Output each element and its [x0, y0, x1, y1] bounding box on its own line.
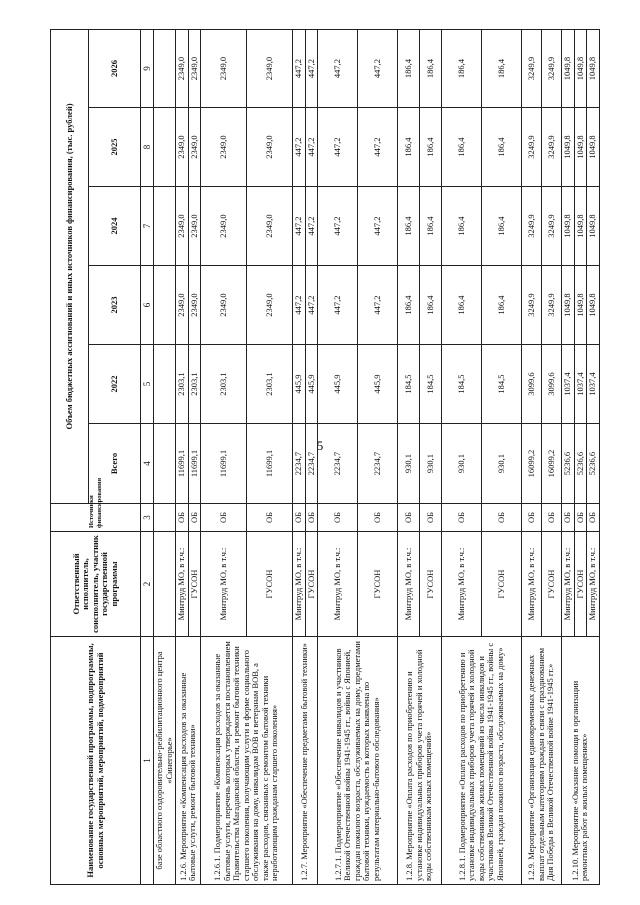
- value-cell: 184,5: [442, 345, 482, 424]
- executor-cell: ГУСОН: [247, 532, 293, 637]
- executor-cell: ГУСОН: [420, 532, 442, 637]
- value-cell: 447,2: [318, 266, 358, 345]
- table-row: [442, 29, 482, 884]
- table-row: [201, 29, 247, 884]
- activity-name: 1.2.8. Мероприятие «Оплата расходов по приобретению и установке индивидуальных приборов учета горячей и холодной воды собственникам жилых помещений»: [398, 637, 442, 885]
- value-cell: 447,2: [318, 108, 358, 187]
- column-number: 9: [141, 29, 154, 107]
- table-row: [398, 29, 420, 884]
- header-executor: Ответственный исполнитель, соисполнитель, участник государственной программы: [51, 532, 141, 637]
- value-cell: 186,4: [442, 187, 482, 266]
- column-number: 8: [141, 108, 154, 187]
- value-cell: 447,2: [305, 187, 318, 266]
- value-cell: 1049,8: [562, 29, 575, 107]
- value-cell: 5236,6: [574, 424, 587, 504]
- activity-name: 1.2.10. Мероприятие «Оказание помощи в организации ремонтных работ в жилых помещениях»: [562, 637, 600, 885]
- page-number: 5: [316, 438, 324, 453]
- value-cell: 2303,1: [201, 345, 247, 424]
- value-cell: 2303,1: [188, 345, 201, 424]
- value-cell: 16099,2: [542, 424, 562, 504]
- table-row: [318, 29, 358, 884]
- value-cell: 445,9: [293, 345, 306, 424]
- value-cell: 930,1: [442, 424, 482, 504]
- value-cell: 3249,9: [542, 187, 562, 266]
- value-cell: 3249,9: [522, 29, 542, 107]
- header-volume: Объем бюджетных ассигнований и иных источников финансирования, (тыс. рублей): [51, 29, 89, 503]
- activity-name: 1.2.9. Мероприятие «Организация единовременных денежных выплат отдельным категориям граждан в связи с празднованием Дня Победы в Великой Отечественной войне 1941-1945 гг.»: [522, 637, 562, 885]
- value-cell: 186,4: [482, 187, 522, 266]
- value-cell: 186,4: [442, 108, 482, 187]
- value-cell: 445,9: [318, 345, 358, 424]
- value-cell: 3249,9: [522, 266, 542, 345]
- value-cell: 1049,8: [574, 108, 587, 187]
- value-cell: 1049,8: [574, 187, 587, 266]
- activity-name: 1.2.6. Мероприятие «Компенсация расходов за оказанные бытовые услуги, ремонт бытовой техники»: [176, 637, 201, 885]
- executor-cell: Минтруд МО, в т.ч.:: [176, 532, 189, 637]
- value-cell: 186,4: [442, 29, 482, 107]
- value-cell: 447,2: [305, 29, 318, 107]
- rotated-page: [50, 30, 598, 885]
- value-cell: 2349,0: [247, 187, 293, 266]
- activity-name: 1.2.7. Мероприятие «Обеспечение предметами бытовой техники»: [293, 637, 318, 885]
- value-cell: 186,4: [420, 266, 442, 345]
- executor-cell: ГУСОН: [358, 532, 398, 637]
- executor-cell: Минтруд МО, в т.ч.:: [318, 532, 358, 637]
- value-cell: 447,2: [293, 29, 306, 107]
- value-cell: 11699,1: [201, 424, 247, 504]
- value-cell: 447,2: [318, 29, 358, 107]
- value-cell: 186,4: [398, 29, 420, 107]
- source-cell: ОБ: [442, 504, 482, 532]
- activity-name: 1.2.6.1. Подмероприятие «Компенсация расходов за оказанные бытовые услуги, перечень которых утверждается постановлением Правительства Магаданской области, и ремонт бытовой техники старшего поколения, получающим услуги в форме социального обслуживания на дому, инвалидам ВОВ и ветеранам ВОВ, а также расходов, связанных с ремонтом бытовой техники неработающим гражданам старшего поколения»: [201, 637, 293, 885]
- value-cell: 1037,4: [587, 345, 600, 424]
- activity-name: 1.2.8.1. Подмероприятие «Оплата расходов по приобретению и установке индивидуальных приборов учета горячей и холодной воды собственникам жилых помещений из числа инвалидов и участников Великой Отечественной войны 1941-1945 гг., войны с Японией, граждан пожилого возраста, обслуживаемых на дому»: [442, 637, 522, 885]
- source-cell: ОБ: [482, 504, 522, 532]
- executor-cell: Минтруд МО, в т.ч.:: [587, 532, 600, 637]
- column-number: 5: [141, 345, 154, 424]
- value-cell: 2349,0: [188, 266, 201, 345]
- value-cell: 447,2: [293, 187, 306, 266]
- source-cell: ОБ: [201, 504, 247, 532]
- budget-table: [50, 29, 600, 885]
- value-cell: 447,2: [318, 187, 358, 266]
- source-cell: ОБ: [420, 504, 442, 532]
- value-cell: 2349,0: [201, 108, 247, 187]
- value-cell: 3249,9: [542, 29, 562, 107]
- value-cell: 1049,8: [562, 187, 575, 266]
- value-cell: 3249,9: [542, 108, 562, 187]
- executor-cell: Минтруд МО, в т.ч.:: [442, 532, 482, 637]
- table-row: [562, 29, 575, 884]
- source-cell: ОБ: [188, 504, 201, 532]
- value-cell: 2349,0: [188, 108, 201, 187]
- value-cell: 2349,0: [176, 187, 189, 266]
- table-row: [522, 29, 542, 884]
- column-number: 2: [141, 532, 154, 637]
- value-cell: 2349,0: [247, 29, 293, 107]
- source-cell: ОБ: [587, 504, 600, 532]
- value-cell: 2234,7: [358, 424, 398, 504]
- value-cell: 186,4: [420, 187, 442, 266]
- value-cell: 2349,0: [176, 266, 189, 345]
- value-cell: 186,4: [398, 266, 420, 345]
- column-number: 7: [141, 187, 154, 266]
- value-cell: 3099,6: [542, 345, 562, 424]
- value-cell: 2349,0: [247, 108, 293, 187]
- source-cell: ОБ: [522, 504, 542, 532]
- executor-cell: Минтруд МО, в т.ч.:: [398, 532, 420, 637]
- value-cell: 447,2: [358, 108, 398, 187]
- value-cell: 2349,0: [201, 266, 247, 345]
- year-header: 2025: [89, 108, 141, 187]
- value-cell: 1037,4: [562, 345, 575, 424]
- value-cell: 930,1: [420, 424, 442, 504]
- source-cell: ОБ: [293, 504, 306, 532]
- source-cell: ОБ: [398, 504, 420, 532]
- value-cell: 3249,9: [522, 108, 542, 187]
- year-header: 2022: [89, 345, 141, 424]
- column-number: 4: [141, 424, 154, 504]
- value-cell: 186,4: [420, 108, 442, 187]
- source-cell: ОБ: [562, 504, 575, 532]
- executor-cell: ГУСОН: [542, 532, 562, 637]
- value-cell: 2234,7: [293, 424, 306, 504]
- year-header: Всего: [89, 424, 141, 504]
- executor-cell: Минтруд МО, в т.ч.:: [201, 532, 247, 637]
- value-cell: 16099,2: [522, 424, 542, 504]
- source-cell: ОБ: [574, 504, 587, 532]
- value-cell: 2303,1: [247, 345, 293, 424]
- source-cell: ОБ: [176, 504, 189, 532]
- header-source: Источники финансирования: [51, 504, 141, 532]
- value-cell: 447,2: [305, 108, 318, 187]
- value-cell: 2234,7: [305, 424, 318, 504]
- value-cell: 447,2: [305, 266, 318, 345]
- value-cell: 1049,8: [587, 29, 600, 107]
- table-row: [293, 29, 306, 884]
- executor-cell: Минтруд МО, в т.ч.:: [293, 532, 306, 637]
- executor-cell: Минтруд МО, в т.ч.:: [522, 532, 542, 637]
- value-cell: 5236,6: [562, 424, 575, 504]
- source-cell: ОБ: [305, 504, 318, 532]
- value-cell: 2349,0: [188, 29, 201, 107]
- value-cell: 186,4: [482, 29, 522, 107]
- value-cell: 5236,6: [587, 424, 600, 504]
- value-cell: 186,4: [482, 266, 522, 345]
- column-number: 6: [141, 266, 154, 345]
- executor-cell: ГУСОН: [305, 532, 318, 637]
- value-cell: 447,2: [358, 29, 398, 107]
- value-cell: 1049,8: [562, 266, 575, 345]
- value-cell: 2349,0: [247, 266, 293, 345]
- value-cell: 184,5: [420, 345, 442, 424]
- value-cell: 445,9: [305, 345, 318, 424]
- executor-cell: ГУСОН: [188, 532, 201, 637]
- value-cell: 3249,9: [542, 266, 562, 345]
- column-number: 1: [141, 637, 154, 885]
- value-cell: 11699,1: [176, 424, 189, 504]
- value-cell: 186,4: [398, 187, 420, 266]
- value-cell: 184,5: [482, 345, 522, 424]
- source-cell: ОБ: [247, 504, 293, 532]
- value-cell: 2234,7: [318, 424, 358, 504]
- column-number: 3: [141, 504, 154, 532]
- year-header: 2024: [89, 187, 141, 266]
- value-cell: 1049,8: [587, 108, 600, 187]
- value-cell: 186,4: [420, 29, 442, 107]
- value-cell: 11699,1: [188, 424, 201, 504]
- value-cell: 186,4: [398, 108, 420, 187]
- executor-cell: ГУСОН: [482, 532, 522, 637]
- value-cell: 1049,8: [587, 187, 600, 266]
- value-cell: 2349,0: [201, 187, 247, 266]
- value-cell: 186,4: [482, 108, 522, 187]
- executor-cell: Минтруд МО, в т.ч.:: [562, 532, 575, 637]
- continuation-text: базе областного оздоровительно-реабилитационного центра «Синегорье»: [154, 637, 176, 885]
- value-cell: 1049,8: [574, 29, 587, 107]
- year-header: 2026: [89, 29, 141, 107]
- executor-cell: ГУСОН: [574, 532, 587, 637]
- table-row: [176, 29, 189, 884]
- value-cell: 447,2: [293, 108, 306, 187]
- activity-name: 1.2.7.1. Подмероприятие «Обеспечение инвалидов и участников Великой Отечественной войны 1941-1945 гг., войны с Японией, граждан пожилого возраста, обслуживаемых на дому, предметами бытовой техники, нуждаемость в которых выявлена по результатам материально-бытового обследования»: [318, 637, 398, 885]
- value-cell: 930,1: [482, 424, 522, 504]
- value-cell: 2349,0: [201, 29, 247, 107]
- value-cell: 3249,9: [522, 187, 542, 266]
- header-name: Наименование государственной программы, подпрограммы, основных мероприятий, мероприятий, подмероприятий: [51, 637, 141, 885]
- source-cell: ОБ: [358, 504, 398, 532]
- value-cell: 447,2: [293, 266, 306, 345]
- source-cell: ОБ: [542, 504, 562, 532]
- value-cell: 2349,0: [188, 187, 201, 266]
- source-cell: ОБ: [318, 504, 358, 532]
- value-cell: 2303,1: [176, 345, 189, 424]
- value-cell: 186,4: [442, 266, 482, 345]
- value-cell: 1049,8: [574, 266, 587, 345]
- value-cell: 930,1: [398, 424, 420, 504]
- value-cell: 447,2: [358, 187, 398, 266]
- value-cell: 2349,0: [176, 108, 189, 187]
- value-cell: 1037,4: [574, 345, 587, 424]
- value-cell: 445,9: [358, 345, 398, 424]
- value-cell: 1049,8: [587, 266, 600, 345]
- value-cell: 11699,1: [247, 424, 293, 504]
- value-cell: 2349,0: [176, 29, 189, 107]
- value-cell: 3099,6: [522, 345, 542, 424]
- value-cell: 447,2: [358, 266, 398, 345]
- value-cell: 184,5: [398, 345, 420, 424]
- value-cell: 1049,8: [562, 108, 575, 187]
- year-header: 2023: [89, 266, 141, 345]
